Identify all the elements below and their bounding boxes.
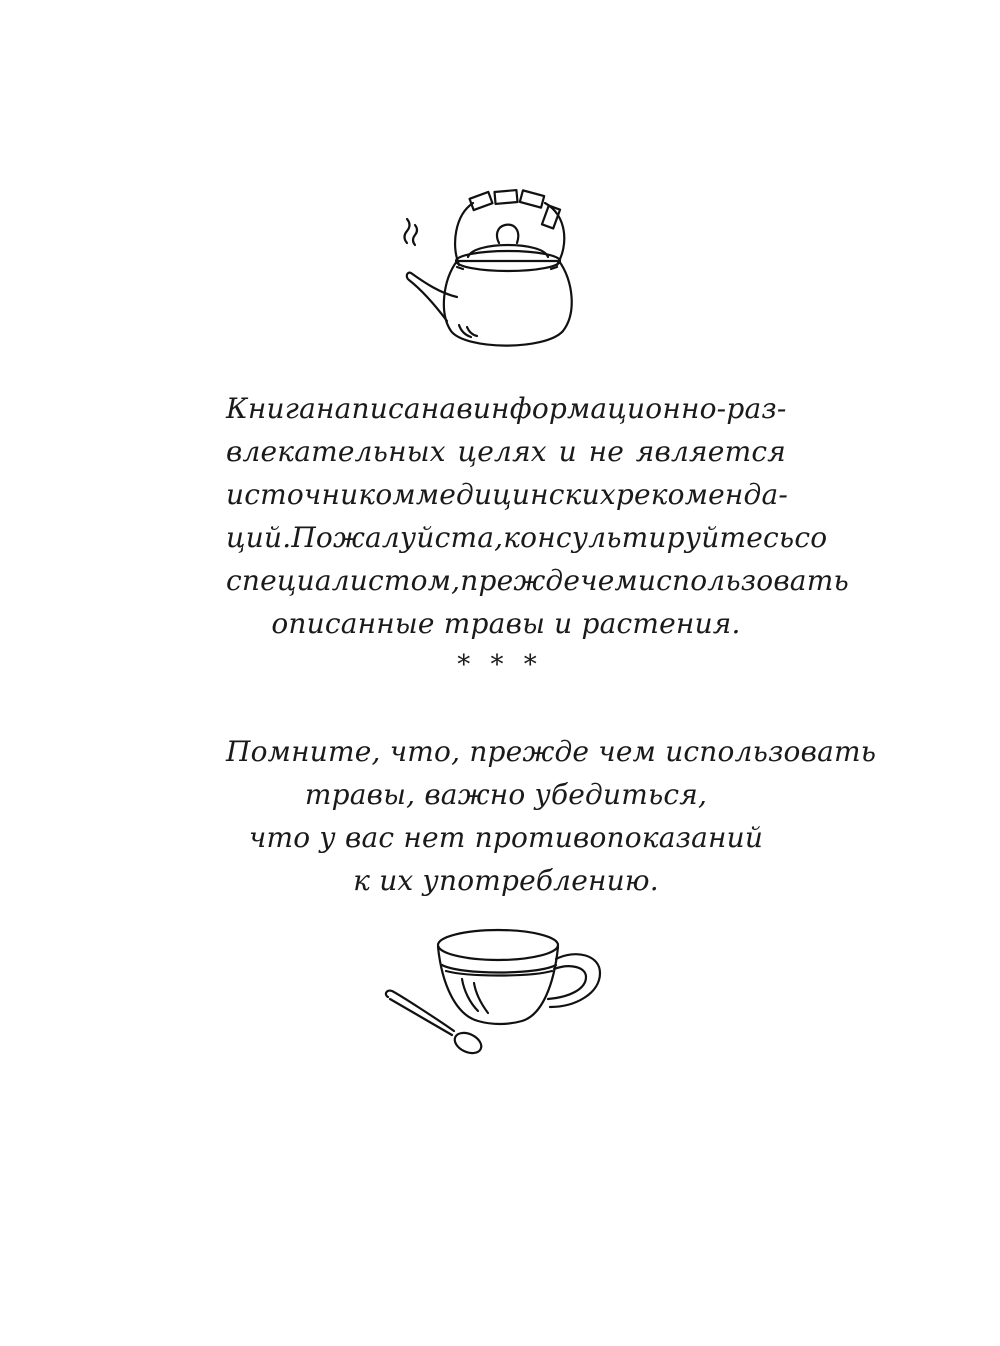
word: использовать bbox=[637, 564, 849, 597]
word: не bbox=[588, 435, 625, 468]
disclaimer-last-line: описанные травы и растения. bbox=[271, 607, 741, 640]
word: медицинских bbox=[415, 478, 616, 511]
word: влекательных bbox=[226, 435, 446, 468]
word: консультируйтесь bbox=[503, 521, 795, 554]
word: является bbox=[635, 435, 786, 468]
word: в bbox=[456, 392, 473, 425]
word: чем bbox=[580, 564, 638, 597]
teacup-with-spoon-icon bbox=[380, 915, 610, 1070]
word: источником bbox=[226, 478, 416, 511]
word: Книга bbox=[226, 392, 316, 425]
teapot-icon bbox=[385, 185, 605, 360]
disclaimer-line bbox=[226, 387, 786, 430]
disclaimer-paragraph bbox=[226, 387, 849, 645]
word: специалистом, bbox=[226, 564, 461, 597]
reminder-line: травы, важно убедиться, bbox=[304, 778, 708, 811]
word: целях bbox=[457, 435, 547, 468]
word: со bbox=[794, 521, 828, 554]
word: и bbox=[558, 435, 577, 468]
reminder-line: Помните, что, прежде чем использовать bbox=[226, 735, 877, 768]
word: информационно-раз- bbox=[472, 392, 787, 425]
word: ций. bbox=[226, 521, 292, 554]
reminder-paragraph bbox=[226, 730, 877, 902]
word: написана bbox=[316, 392, 457, 425]
disclaimer-line bbox=[226, 430, 786, 473]
reminder-line: что у вас нет противопоказаний bbox=[248, 821, 764, 854]
disclaimer-line bbox=[226, 516, 828, 559]
reminder-line: к их употреблению. bbox=[353, 864, 659, 897]
section-separator: * * * bbox=[457, 650, 543, 680]
word: рекоменда- bbox=[615, 478, 789, 511]
word: прежде bbox=[460, 564, 581, 597]
disclaimer-line bbox=[226, 473, 789, 516]
disclaimer-line bbox=[226, 559, 849, 602]
word: Пожалуйста, bbox=[291, 521, 504, 554]
